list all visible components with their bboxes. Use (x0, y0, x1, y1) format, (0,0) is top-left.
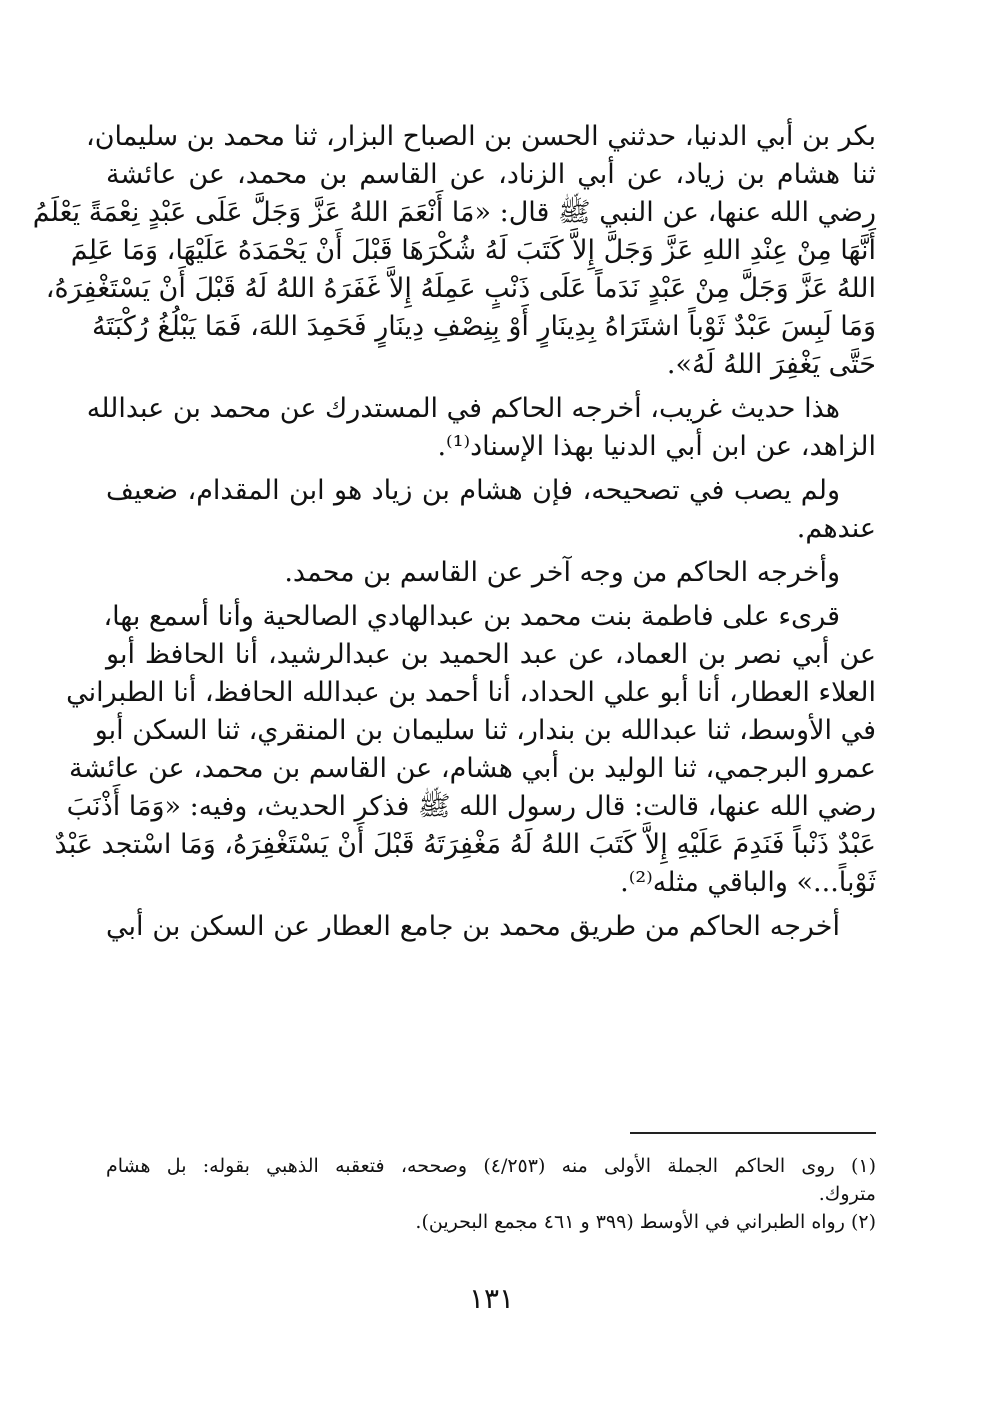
body-line-1: بكر بن أبي الدنيا، حدثني الحسن بن الصباح البزار، ثنا محمد بن سليمان، (86, 121, 876, 152)
footnotes (106, 1152, 876, 1236)
body-line-20: ثَوْباً...» والباقي مثله⁽²⁾. (620, 867, 876, 898)
footnote-1-line-2: متروك. (818, 1183, 876, 1205)
body-line-15: العلاء العطار، أنا أبو علي الحداد، أنا أحمد بن عبدالله الحافظ، أنا الطبراني (66, 677, 876, 708)
body-line-19: عَبْدٌ ذَنْباً فَنَدِمَ عَلَيْهِ إِلاَّ كَتَبَ اللهُ لَهُ مَغْفِرَتَهُ قَبْلَ أَنْ يَسْتَغْفِرَهُ، وَمَا اسْتجد عَبْدٌ (54, 829, 876, 860)
body-line-2: ثنا هشام بن زياد، عن أبي الزناد، عن القاسم بن محمد، عن عائشة (106, 159, 876, 190)
body-line-10: ولم يصب في تصحيحه، فإن هشام بن زياد هو ابن المقدام، ضعيف (106, 475, 840, 506)
body-line-11: عندهم. (796, 513, 876, 544)
body-line-8: هذا حديث غريب، أخرجه الحاكم في المستدرك عن محمد بن عبدالله (86, 393, 840, 424)
body-line-9: الزاهد، عن ابن أبي الدنيا بهذا الإسناد⁽¹⁾. (437, 431, 876, 462)
body-line-6: وَمَا لَبِسَ عَبْدٌ ثَوْباً اشتَرَاهُ بِدِينَارٍ أَوْ بِنِصْفِ دِينَارٍ فَحَمِدَ اللهَ، فَمَا يَبْلُغُ رُكْبَتَهُ (91, 311, 876, 342)
body-line-14: عن أبي نصر بن العماد، عن عبد الحميد بن عبدالرشيد، أنا الحافظ أبو (106, 639, 876, 670)
body-line-21: أخرجه الحاكم من طريق محمد بن جامع العطار عن السكن بن أبي (106, 911, 840, 942)
body-line-3: رضي الله عنها، عن النبي ﷺ قال: «مَا أَنْعَمَ اللهُ عَزَّ وَجَلَّ عَلَى عَبْدٍ نِعْمَةً يَعْلَمُ (32, 197, 876, 228)
body-line-12: وأخرجه الحاكم من وجه آخر عن القاسم بن محمد. (284, 557, 840, 588)
body-line-17: عمرو البرجمي، ثنا الوليد بن أبي هشام، عن القاسم بن محمد، عن عائشة (68, 753, 876, 784)
page-number: ١٣١ (468, 1282, 515, 1315)
body-line-13: قرىء على فاطمة بنت محمد بن عبدالهادي الصالحية وأنا أسمع بها، (103, 601, 840, 632)
footnote-1-line-1: (١) روى الحاكم الجملة الأولى منه (٤/٢٥٣) وصححه، فتعقبه الذهبي بقوله: بل هشام (106, 1155, 876, 1177)
body-line-7: حَتَّى يَغْفِرَ اللهُ لَهُ». (666, 349, 876, 380)
body-line-5: اللهُ عَزَّ وَجَلَّ مِنْ عَبْدٍ نَدَماً عَلَى ذَنْبٍ عَمِلَهُ إِلاَّ غَفَرَهُ اللهُ لَهُ قَبْلَ أَنْ يَسْتَغْفِرَهُ، (45, 273, 876, 304)
footnote-divider (630, 1132, 876, 1134)
footnote-2: (٢) رواه الطبراني في الأوسط (٣٩٩ و ٤٦١ مجمع البحرين). (415, 1211, 876, 1233)
main-text (32, 118, 876, 946)
body-line-16: في الأوسط، ثنا عبدالله بن بندار، ثنا سليمان بن المنقري، ثنا السكن أبو (94, 715, 876, 746)
body-line-18: رضي الله عنها، قالت: قال رسول الله ﷺ فذكر الحديث، وفيه: «وَمَا أَذْنَبَ (66, 791, 876, 822)
body-line-4: أَنَّهَا مِنْ عِنْدِ اللهِ عَزَّ وَجَلَّ إِلاَّ كَتَبَ لَهُ شُكْرَهَا قَبْلَ أَنْ يَحْمَدَهُ عَلَيْهَا، وَمَا عَلِمَ (70, 235, 876, 266)
